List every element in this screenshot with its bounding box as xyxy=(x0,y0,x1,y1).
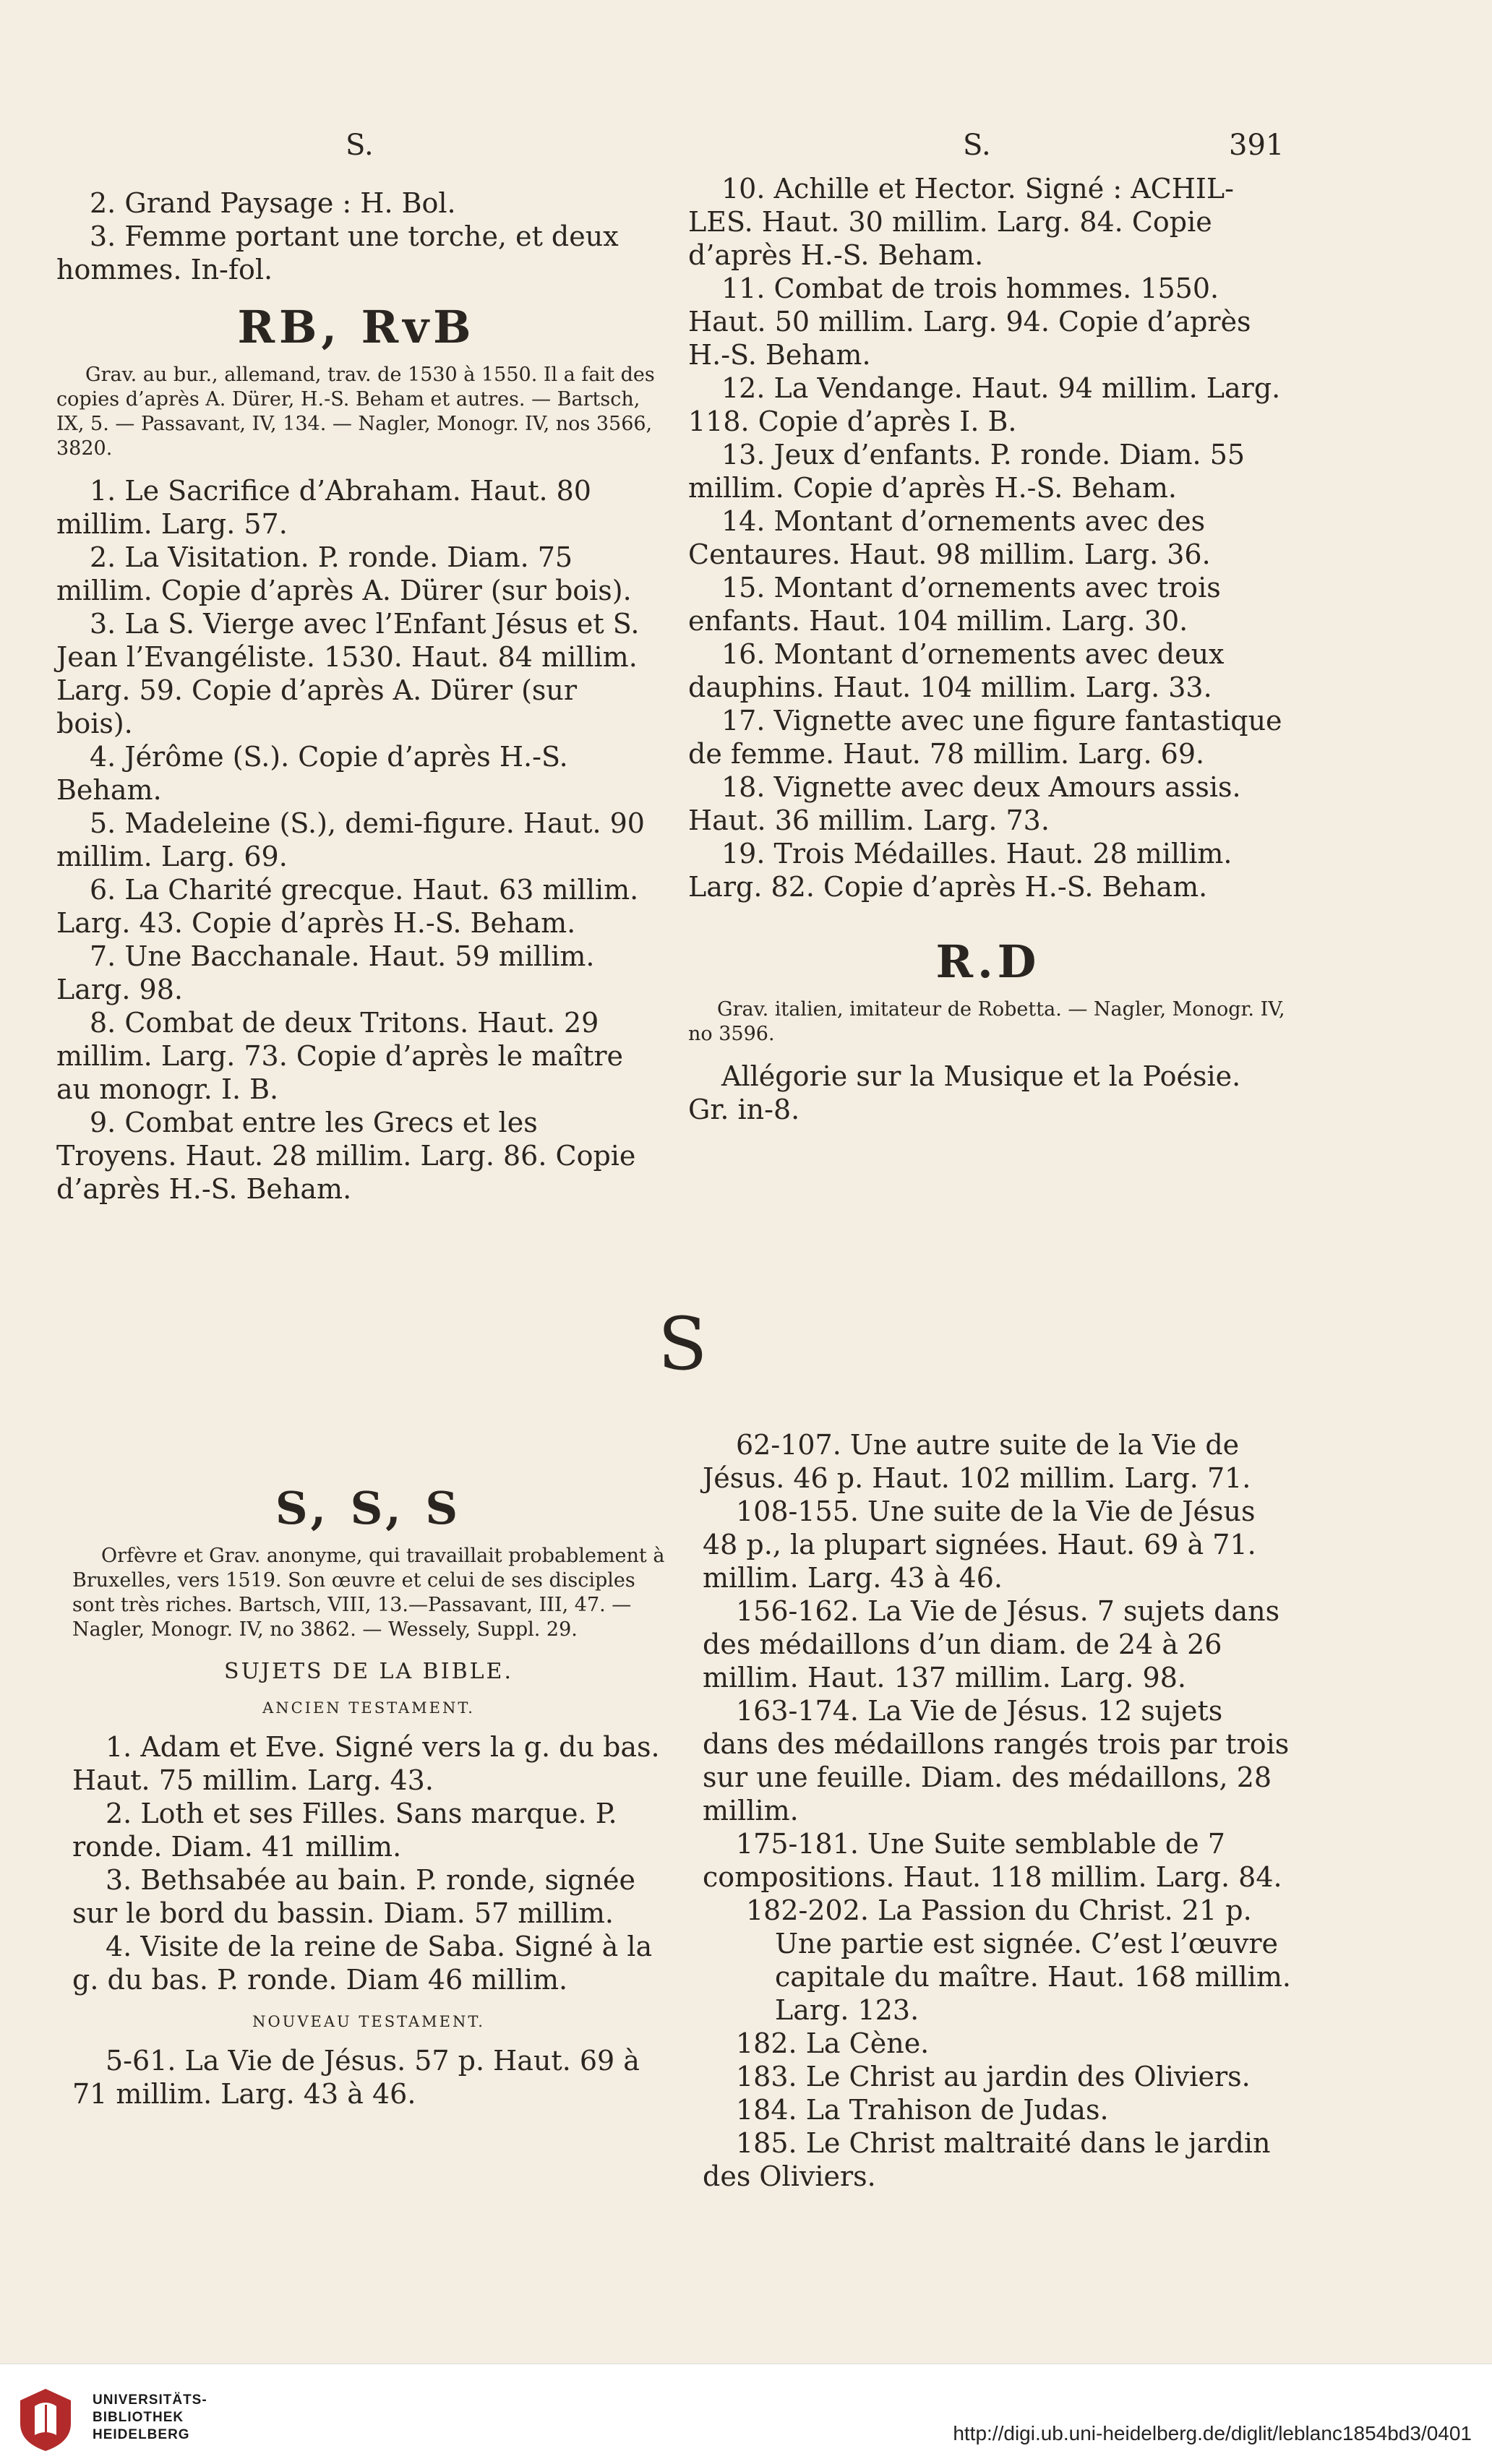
left-column-bottom xyxy=(72,1467,665,2111)
left-column-top xyxy=(56,186,656,1206)
entry: 11. Combat de trois hommes. 1550. Haut. 50 millim. Larg. 94. Copie d’après H.-S. Beham. xyxy=(688,272,1251,371)
entry: 16. Montant d’ornements avec deux dauphins. Haut. 104 millim. Larg. 33. xyxy=(688,638,1225,703)
entry: 10. Achille et Hector. Signé : ACHIL-LES. Haut. 30 millim. Larg. 84. Copie d’après H.-S. Beham. xyxy=(688,173,1234,271)
entry: 184. La Trahison de Judas. xyxy=(736,2094,1109,2126)
entry: 4. Visite de la reine de Saba. Signé à la g. du bas. P. ronde. Diam 46 millim. xyxy=(72,1931,653,1996)
entry: 182. La Cène. xyxy=(736,2027,930,2059)
library-footer xyxy=(0,2364,1492,2464)
entry-passion: 182-202. La Passion du Christ. 21 p. Une partie est signée. C’est l’œuvre capitale du maître. Haut. 168 millim. Larg. 123. xyxy=(746,1894,1291,2026)
entry: Allégorie sur la Musique et la Poésie. Gr. in-8. xyxy=(688,1060,1241,1125)
heading-new-testament: NOUVEAU TESTAMENT. xyxy=(252,2013,485,2030)
monogram-rb: RB, RvB xyxy=(237,301,476,353)
entry: 3. Bethsabée au bain. P. ronde, signée sur le bord du bassin. Diam. 57 millim. xyxy=(72,1864,635,1929)
heading-bible: SUJETS DE LA BIBLE. xyxy=(224,1659,513,1684)
monogram-s: S, S, S xyxy=(275,1482,463,1534)
entry: 3. Femme portant une torche, et deux hommes. In-fol. xyxy=(56,220,619,286)
entry: 18. Vignette avec deux Amours assis. Haut. 36 millim. Larg. 73. xyxy=(688,771,1241,836)
entry: 9. Combat entre les Grecs et les Troyens. Haut. 28 millim. Larg. 86. Copie d’après H.-S. Beham. xyxy=(56,1107,636,1205)
artist-note-rb: Grav. au bur., allemand, trav. de 1530 à 1550. Il a fait des copies d’après A. Dürer, H.-S. Beham et autres. — Bartsch, IX, 5. — Passavant, IV, 134. — Nagler, Monogr. IV, nos 3566, 3820. xyxy=(56,364,655,460)
entry: 62-107. Une autre suite de la Vie de Jésus. 46 p. Haut. 102 millim. Larg. 71. xyxy=(703,1429,1251,1494)
monogram-rd: R.D xyxy=(935,935,1041,988)
institution-line: UNIVERSITÄTS- xyxy=(93,2392,207,2408)
right-column-top xyxy=(688,172,1288,1126)
entry: 14. Montant d’ornements avec des Centaures. Haut. 98 millim. Larg. 36. xyxy=(688,505,1211,570)
entry: 2. La Visitation. P. ronde. Diam. 75 millim. Copie d’après A. Dürer (sur bois). xyxy=(56,541,632,606)
entry: 1. Le Sacrifice d’Abraham. Haut. 80 millim. Larg. 57. xyxy=(56,475,591,540)
running-head-center: S. xyxy=(963,129,991,162)
entry: 8. Combat de deux Tritons. Haut. 29 millim. Larg. 73. Copie d’après le maître au monogr. I. B. xyxy=(56,1007,623,1105)
entry: 7. Une Bacchanale. Haut. 59 millim. Larg. 98. xyxy=(56,940,595,1005)
entry: 4. Jérôme (S.). Copie d’après H.-S. Beham. xyxy=(56,741,568,806)
university-library-logo-icon xyxy=(13,2384,78,2454)
institution-line: BIBLIOTHEK xyxy=(93,2410,184,2425)
entry: 15. Montant d’ornements avec trois enfants. Haut. 104 millim. Larg. 30. xyxy=(688,572,1221,637)
artist-note-s: Orfèvre et Grav. anonyme, qui travaillait probablement à Bruxelles, vers 1519. Son œuvre et celui de ses disciples sont très riches. Bartsch, VIII, 13.—Passavant, III, 47. — Nagler, Monogr. IV, no 3862. — Wessely, Suppl. 29. xyxy=(72,1545,665,1641)
entry: 156-162. La Vie de Jésus. 7 sujets dans des médaillons d’un diam. de 24 à 26 millim. Haut. 137 millim. Larg. 98. xyxy=(703,1595,1280,1694)
entry: 12. La Vendange. Haut. 94 millim. Larg. 118. Copie d’après I. B. xyxy=(688,372,1281,437)
permalink-url[interactable]: http://digi.ub.uni-heidelberg.de/diglit/leblanc1854bd3/0401 xyxy=(953,2422,1472,2444)
entry: 3. La S. Vierge avec l’Enfant Jésus et S. Jean l’Evangéliste. 1530. Haut. 84 millim. Larg. 59. Copie d’après A. Dürer (sur bois). xyxy=(56,608,640,739)
entry: 185. Le Christ maltraité dans le jardin des Oliviers. xyxy=(703,2127,1271,2192)
right-column-bottom xyxy=(703,1428,1297,2193)
page-number: 391 xyxy=(1229,129,1285,162)
entry: 175-181. Une Suite semblable de 7 compositions. Haut. 118 millim. Larg. 84. xyxy=(703,1828,1282,1893)
entry: 6. La Charité grecque. Haut. 63 millim. Larg. 43. Copie d’après H.-S. Beham. xyxy=(56,874,639,939)
entry: 2. Loth et ses Filles. Sans marque. P. ronde. Diam. 41 millim. xyxy=(72,1798,617,1863)
institution-line: HEIDELBERG xyxy=(93,2427,190,2442)
artist-note-rd: Grav. italien, imitateur de Robetta. — Nagler, Monogr. IV, no 3596. xyxy=(688,998,1285,1045)
entry: 19. Trois Médailles. Haut. 28 millim. Larg. 82. Copie d’après H.-S. Beham. xyxy=(688,838,1232,903)
entry: 13. Jeux d’enfants. P. ronde. Diam. 55 millim. Copie d’après H.-S. Beham. xyxy=(688,439,1246,504)
entry: 108-155. Une suite de la Vie de Jésus 48 p., la plupart signées. Haut. 69 à 71. millim. Larg. 43 à 46. xyxy=(703,1495,1256,1594)
entry: 5. Madeleine (S.), demi-figure. Haut. 90 millim. Larg. 69. xyxy=(56,807,645,872)
heading-old-testament: ANCIEN TESTAMENT. xyxy=(262,1699,475,1717)
entry: 1. Adam et Eve. Signé vers la g. du bas. Haut. 75 millim. Larg. 43. xyxy=(72,1731,660,1796)
running-head-left: S. xyxy=(346,129,374,162)
section-letter: S xyxy=(658,1302,708,1386)
entry: 163-174. La Vie de Jésus. 12 sujets dans des médaillons rangés trois par trois sur une feuille. Diam. des médaillons, 28 millim. xyxy=(703,1695,1290,1826)
entry: 2. Grand Paysage : H. Bol. xyxy=(90,187,456,219)
institution-name xyxy=(93,2392,207,2444)
entry: 17. Vignette avec une figure fantastique de femme. Haut. 78 millim. Larg. 69. xyxy=(688,705,1282,770)
entry: 5-61. La Vie de Jésus. 57 p. Haut. 69 à 71 millim. Larg. 43 à 46. xyxy=(72,2045,640,2110)
entry: 183. Le Christ au jardin des Oliviers. xyxy=(736,2061,1251,2092)
